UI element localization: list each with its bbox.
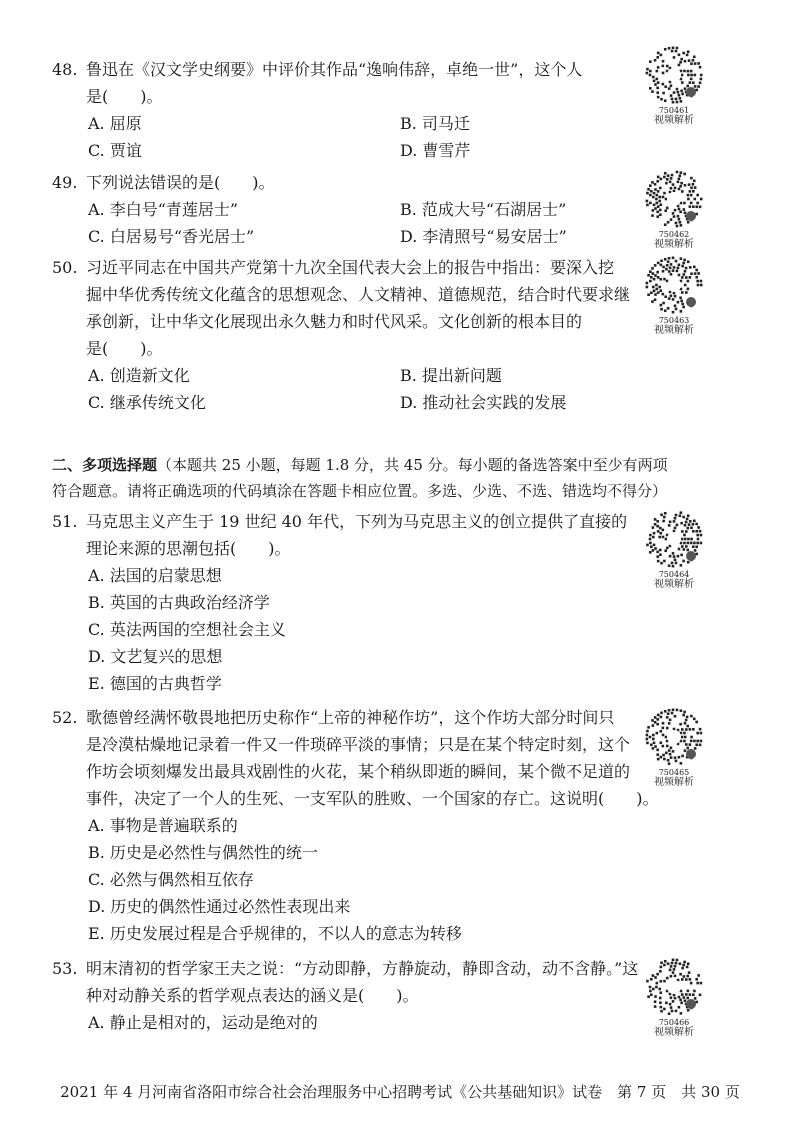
question-stem-line: 承创新，让中华文化展现出永久魅力和时代风采。文化创新的根本目的 bbox=[86, 312, 583, 331]
question-stem-line: 掘中华优秀传统文化蕴含的思想观念、人文精神、道德规范，结合时代要求继 bbox=[86, 285, 631, 304]
video-qr-code[interactable] bbox=[638, 956, 710, 1039]
page-footer: 2021 年 4 月河南省洛阳市综合社会治理服务中心招聘考试《公共基础知识》试卷 第 7 页 共 30 页 bbox=[60, 1083, 740, 1101]
question-53 bbox=[52, 955, 639, 1036]
question-stem-line: 是( )。 bbox=[86, 339, 163, 358]
question-49 bbox=[52, 169, 632, 250]
qr-code-number: 750464 bbox=[658, 570, 690, 579]
option-c: C. 贾谊 bbox=[88, 141, 142, 160]
question-stem-line: 是( )。 bbox=[86, 87, 163, 106]
option-d: D. 推动社会实践的发展 bbox=[400, 393, 567, 412]
section-description: （本题共 25 小题，每题 1.8 分，共 45 分。每小题的备选答案中至少有两项 bbox=[157, 456, 668, 474]
question-number: 51. bbox=[52, 512, 78, 531]
option-b: B. 历史是必然性与偶然性的统一 bbox=[88, 843, 318, 862]
option-c: C. 白居易号“香光居士” bbox=[88, 227, 255, 246]
qr-code-icon bbox=[643, 706, 705, 768]
qr-code-icon bbox=[643, 44, 705, 106]
option-d: D. 历史的偶然性通过必然性表现出来 bbox=[88, 897, 351, 916]
qr-code-icon bbox=[643, 956, 705, 1018]
option-b: B. 司马迁 bbox=[400, 114, 470, 133]
option-a: A. 创造新文化 bbox=[88, 366, 190, 385]
video-qr-code[interactable] bbox=[638, 508, 710, 591]
option-b: B. 提出新问题 bbox=[400, 366, 502, 385]
option-d: D. 文艺复兴的思想 bbox=[88, 647, 223, 666]
qr-caption: 视频解析 bbox=[654, 115, 694, 126]
option-a: A. 法国的启蒙思想 bbox=[88, 566, 222, 585]
video-qr-code[interactable] bbox=[638, 44, 710, 127]
option-a: A. 静止是相对的，运动是绝对的 bbox=[88, 1013, 318, 1032]
option-a: A. 事物是普遍联系的 bbox=[88, 816, 238, 835]
qr-code-number: 750465 bbox=[658, 768, 690, 777]
option-d: D. 李清照号“易安居士” bbox=[400, 227, 567, 246]
question-number: 48. bbox=[52, 60, 78, 79]
question-number: 52. bbox=[52, 708, 78, 727]
option-c: C. 必然与偶然相互依存 bbox=[88, 870, 254, 889]
question-number: 49. bbox=[52, 173, 78, 192]
qr-caption: 视频解析 bbox=[654, 239, 694, 250]
qr-code-number: 750462 bbox=[658, 230, 690, 239]
option-c: C. 英法两国的空想社会主义 bbox=[88, 620, 286, 639]
question-50 bbox=[52, 254, 632, 416]
option-b: B. 英国的古典政治经济学 bbox=[88, 593, 270, 612]
question-number: 50. bbox=[52, 258, 78, 277]
qr-code-number: 750463 bbox=[658, 316, 690, 325]
question-stem-line: 种对动静关系的哲学观点表达的涵义是( )。 bbox=[86, 986, 419, 1005]
qr-code-number: 750461 bbox=[658, 106, 690, 115]
question-52 bbox=[52, 704, 659, 947]
question-stem-line: 下列说法错误的是( )。 bbox=[86, 173, 275, 192]
option-e: E. 德国的古典哲学 bbox=[88, 674, 222, 693]
question-48 bbox=[52, 56, 632, 164]
qr-code-icon bbox=[643, 508, 705, 570]
qr-code-icon bbox=[643, 168, 705, 230]
option-e: E. 历史发展过程是合乎规律的，不以人的意志为转移 bbox=[88, 924, 462, 943]
question-stem-line: 歌德曾经满怀敬畏地把历史称作“上帝的神秘作坊”，这个作坊大部分时间只 bbox=[86, 708, 615, 727]
qr-caption: 视频解析 bbox=[654, 1027, 694, 1038]
option-a: A. 屈原 bbox=[88, 114, 142, 133]
question-stem-line: 事件，决定了一个人的生死、一支军队的胜败、一个国家的存亡。这说明( )。 bbox=[86, 789, 659, 808]
video-qr-code[interactable] bbox=[638, 706, 710, 789]
question-stem-line: 习近平同志在中国共产党第十九次全国代表大会上的报告中指出：要深入挖 bbox=[86, 258, 615, 277]
qr-caption: 视频解析 bbox=[654, 325, 694, 336]
video-qr-code[interactable] bbox=[638, 254, 710, 337]
question-stem-line: 马克思主义产生于 19 世纪 40 年代，下列为马克思主义的创立提供了直接的 bbox=[86, 512, 628, 531]
question-number: 53. bbox=[52, 959, 78, 978]
question-51 bbox=[52, 508, 632, 697]
question-stem-line: 明末清初的哲学家王夫之说：“方动即静，方静旋动，静即含动，动不含静。”这 bbox=[86, 959, 639, 978]
section-description: 符合题意。请将正确选项的代码填涂在答题卡相应位置。多选、少选、不选、错选均不得分） bbox=[52, 482, 668, 500]
option-a: A. 李白号“青莲居士” bbox=[88, 200, 239, 219]
question-stem-line: 作坊会顷刻爆发出最具戏剧性的火花，某个稍纵即逝的瞬间，某个微不足道的 bbox=[86, 762, 631, 781]
qr-caption: 视频解析 bbox=[654, 777, 694, 788]
section-title: 二、多项选择题 bbox=[52, 456, 158, 474]
video-qr-code[interactable] bbox=[638, 168, 710, 251]
qr-code-icon bbox=[643, 254, 705, 316]
section-header bbox=[52, 452, 742, 504]
option-c: C. 继承传统文化 bbox=[88, 393, 206, 412]
question-stem-line: 鲁迅在《汉文学史纲要》中评价其作品“逸响伟辞，卓绝一世”，这个人 bbox=[86, 60, 583, 79]
question-stem-line: 理论来源的思潮包括( )。 bbox=[86, 539, 291, 558]
option-d: D. 曹雪芹 bbox=[400, 141, 471, 160]
qr-code-number: 750466 bbox=[658, 1018, 690, 1027]
qr-caption: 视频解析 bbox=[654, 579, 694, 590]
option-b: B. 范成大号“石湖居士” bbox=[400, 200, 567, 219]
question-stem-line: 是冷漠枯燥地记录着一件又一件琐碎平淡的事情；只是在某个特定时刻，这个 bbox=[86, 735, 631, 754]
